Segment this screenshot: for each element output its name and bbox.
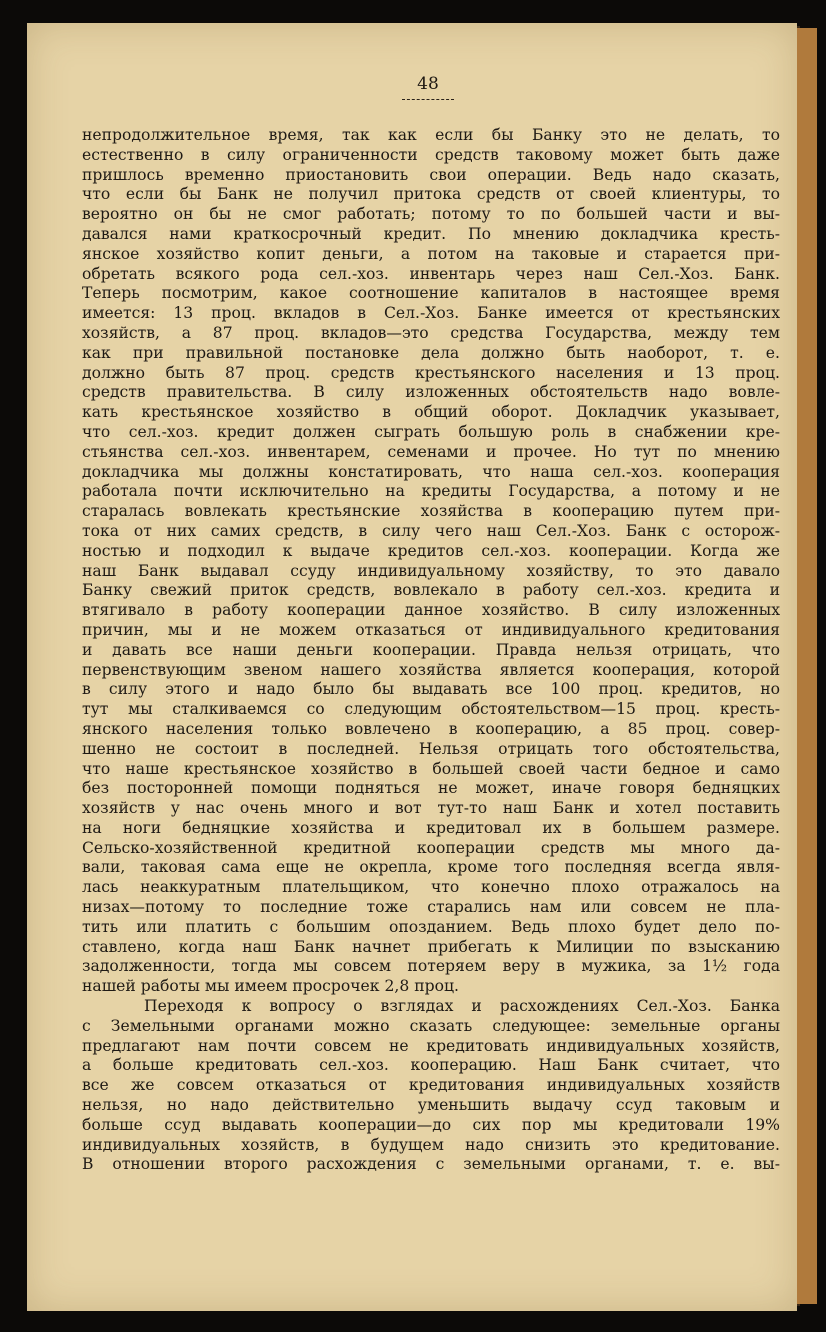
text-line: тить или платить с большим опозданием. Ведь плохо будет дело по-	[82, 917, 780, 936]
text-line: должно быть 87 проц. средств крестьянского населения и 13 проц.	[82, 363, 780, 382]
text-line: янского населения только вовлечено в кооперацию, а 85 проц. совер-	[82, 719, 780, 738]
text-line: естественно в силу ограниченности средств таковому может быть даже	[82, 145, 780, 164]
text-line: докладчика мы должны констатировать, что наша сел.-хоз. кооперация	[82, 462, 780, 481]
text-line: непродолжительное время, так как если бы Банку это не делать, то	[82, 126, 780, 144]
text-line: работала почти исключительно на кредиты Государства, а потому и не	[82, 482, 780, 501]
text-line: старалась вовлекать крестьянские хозяйства в кооперацию путем при-	[82, 502, 780, 521]
text-line: тут мы сталкиваемся со следующим обстоятельством—15 проц. кресть-	[82, 700, 780, 719]
text-line: средств правительства. В силу изложенных обстоятельств надо вовле-	[82, 383, 780, 402]
text-line: предлагают нам почти совсем не кредитовать индивидуальных хозяйств,	[82, 1036, 780, 1055]
text-line: Банку свежий приток средств, вовлекало в работу сел.-хоз. кредита и	[82, 581, 780, 600]
text-line: В отношении второго расхождения с земельными органами, т. е. вы-	[82, 1155, 780, 1174]
text-line: что сел.-хоз. кредит должен сыграть большую роль в снабжении кре-	[82, 422, 780, 441]
text-line: имеется: 13 проц. вкладов в Сел.-Хоз. Банке имеется от крестьянских	[82, 304, 780, 323]
text-line: причин, мы и не можем отказаться от индивидуального кредитования	[82, 620, 780, 639]
text-line: втягивало в работу кооперации данное хозяйство. В силу изложенных	[82, 601, 780, 620]
text-line: тока от них самих средств, в силу чего наш Сел.-Хоз. Банк с осторож-	[82, 521, 780, 540]
text-line: что если бы Банк не получил притока средств от своей клиентуры, то	[82, 185, 780, 204]
text-line: янское хозяйство копит деньги, а потом на таковые и старается при-	[82, 244, 780, 263]
text-line: а больше кредитовать сел.-хоз. кооперацию. Наш Банк считает, что	[82, 1056, 780, 1075]
text-line: Теперь посмотрим, какое соотношение капиталов в настоящее время	[82, 284, 780, 303]
text-line: с Земельными органами можно сказать следующее: земельные органы	[82, 1016, 780, 1035]
text-line: хозяйств у нас очень много и вот тут-то наш Банк и хотел поставить	[82, 799, 780, 818]
text-line: на ноги бедняцкие хозяйства и кредитовал их в большем размере.	[82, 818, 780, 837]
text-line: хозяйств, а 87 проц. вкладов—это средства Государства, между тем	[82, 323, 780, 342]
text-line: давался нами краткосрочный кредит. По мнению докладчика кресть-	[82, 224, 780, 243]
text-line: больше ссуд выдавать кооперации—до сих пор мы кредитовали 19%	[82, 1115, 780, 1134]
text-line: лась неаккуратным плательщиком, что конечно плохо отражалось на	[82, 878, 780, 897]
text-line: и давать все наши деньги кооперации. Правда нельзя отрицать, что	[82, 640, 780, 659]
page-number-rule	[402, 99, 454, 100]
text-line: низах—потому то последние тоже старались нам или совсем не пла-	[82, 898, 780, 917]
text-line: как при правильной постановке дела должно быть наоборот, т. е.	[82, 343, 780, 362]
text-line: кать крестьянское хозяйство в общий оборот. Докладчик указывает,	[82, 403, 780, 422]
text-line: Сельско-хозяйственной кредитной кооперации средств мы много да-	[82, 838, 780, 857]
text-line: задолженности, тогда мы совсем потеряем веру в мужика, за 1½ года	[82, 957, 780, 976]
text-line: стьянства сел.-хоз. инвентарем, семенами и прочее. Но тут по мнению	[82, 442, 780, 461]
text-line: нельзя, но надо действительно уменьшить выдачу ссуд таковым и	[82, 1096, 780, 1115]
paragraph-end-line: нашей работы мы имеем просрочек 2,8 проц.	[82, 977, 459, 996]
text-line: шенно не состоит в последней. Нельзя отрицать того обстоятельства,	[82, 739, 780, 758]
text-line: ставлено, когда наш Банк начнет прибегать к Милиции по взысканию	[82, 937, 780, 956]
text-line: индивидуальных хозяйств, в будущем надо снизить это кредитование.	[82, 1135, 780, 1154]
text-line: что наше крестьянское хозяйство в большей своей части бедное и само	[82, 759, 780, 778]
text-line: вероятно он бы не смог работать; потому то по большей части и вы-	[82, 205, 780, 224]
paragraph-start-line: Переходя к вопросу о взглядах и расхождениях Сел.-Хоз. Банка	[144, 997, 780, 1016]
body-text	[82, 126, 780, 1236]
text-line: вали, таковая сама еще не окрепла, кроме того последняя всегда явля-	[82, 858, 780, 877]
text-line: ностью и подходил к выдаче кредитов сел.-хоз. кооперации. Когда же	[82, 541, 780, 560]
text-line: в силу этого и надо было бы выдавать все 100 проц. кредитов, но	[82, 680, 780, 699]
text-line: пришлось временно приостановить свои операции. Ведь надо сказать,	[82, 165, 780, 184]
text-line: первенствующим звеном нашего хозяйства является кооперация, которой	[82, 660, 780, 679]
text-line: без посторонней помощи подняться не может, иначе говоря бедняцких	[82, 779, 780, 798]
text-line: все же совсем отказаться от кредитования индивидуальных хозяйств	[82, 1076, 780, 1095]
text-line: обретать всякого рода сел.-хоз. инвентарь через наш Сел.-Хоз. Банк.	[82, 264, 780, 283]
text-line: наш Банк выдавал ссуду индивидуальному хозяйству, то это давало	[82, 561, 780, 580]
adjacent-page-edge	[797, 28, 817, 1304]
page-number: 48	[417, 74, 439, 94]
